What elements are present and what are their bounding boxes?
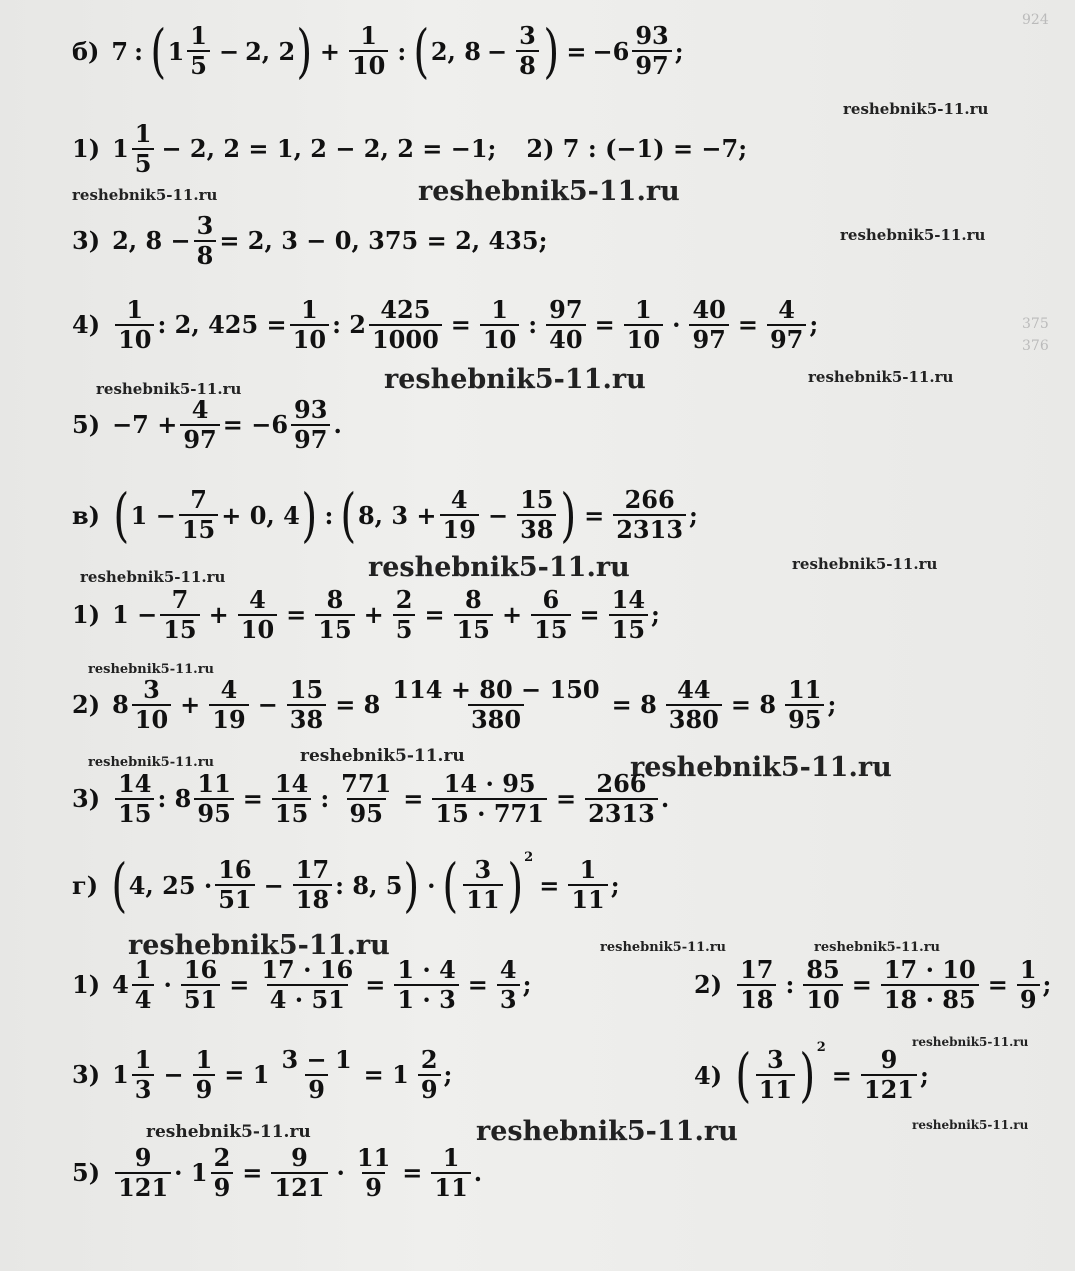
watermark: reshebnik5-11.ru: [808, 368, 954, 386]
equation-g: г) ( 4, 25 · $\frac{16}{51}$ − $\frac{17}{18}$ : 8, 5 ) · ( $\frac{3}{11}$ ) 2 = $\frac{1}{11}$ ;: [72, 850, 620, 919]
watermark: reshebnik5-11.ru: [814, 940, 941, 955]
watermark: reshebnik5-11.ru: [630, 752, 892, 783]
watermark: reshebnik5-11.ru: [476, 1116, 738, 1147]
watermark: reshebnik5-11.ru: [600, 940, 727, 955]
step-b-5: 5) −7 + $\frac{4}{97}$ = −6 $\frac{93}{97}$ .: [72, 395, 342, 454]
watermark: reshebnik5-11.ru: [792, 555, 938, 573]
watermark: reshebnik5-11.ru: [88, 662, 215, 677]
bleed-text: 376: [1022, 338, 1049, 354]
watermark: reshebnik5-11.ru: [80, 568, 226, 586]
watermark: reshebnik5-11.ru: [88, 755, 215, 770]
watermark: reshebnik5-11.ru: [418, 176, 680, 207]
watermark: reshebnik5-11.ru: [912, 1118, 1029, 1132]
bleed-text: 924: [1022, 12, 1049, 28]
watermark: reshebnik5-11.ru: [843, 100, 989, 118]
equation-b: б) 7 : ( 1 $\frac{1}{5}$ − 2, 2 ) + $\frac{1}{10}$ : ( 2, 8 − $\frac{3}{8}$ ) = −6 $\frac{93}{97}$ ;: [72, 17, 684, 85]
step-g-5: 5) $\frac{9}{121}$ · 1 $\frac{2}{9}$ = $\frac{9}{121}$ · $\frac{11}{9}$ = $\frac{1}{11}$ .: [72, 1143, 483, 1202]
watermark: reshebnik5-11.ru: [384, 364, 646, 395]
watermark: reshebnik5-11.ru: [368, 552, 630, 583]
step-b-1: 1) 1 $\frac{1}{5}$ − 2, 2 = 1, 2 − 2, 2 = −1; 2) 7 : (−1) = −7;: [72, 119, 748, 178]
step-v-2: 2) 8 $\frac{3}{10}$ + $\frac{4}{19}$ − $\frac{15}{38}$ = 8 $\frac{114 + 80 - 150}{380}$ = 8 $\frac{44}{380}$ = 8 $\frac{11}{95}$ ;: [72, 675, 837, 734]
step-b-4: 4) $\frac{1}{10}$ : 2, 425 = $\frac{1}{10}$ : 2 $\frac{425}{1000}$ = $\frac{1}{10}$ : $\frac{97}{40}$ = $\frac{1}{10}$ · $\frac{40}{97}$ = $\frac{4}{97}$ ;: [72, 295, 819, 354]
watermark: reshebnik5-11.ru: [128, 930, 390, 961]
step-v-3: 3) $\frac{14}{15}$ : 8 $\frac{11}{95}$ = $\frac{14}{15}$ : $\frac{771}{95}$ = $\frac{14 \cdot 95}{15 \cdot 771}$ = $\frac{266}{2313}$ .: [72, 769, 670, 828]
step-g-3: 3) 1 $\frac{1}{3}$ − $\frac{1}{9}$ = 1 $\frac{3 - 1}{9}$ = 1 $\frac{2}{9}$ ;: [72, 1045, 453, 1104]
step-g-2: 2) $\frac{17}{18}$ : $\frac{85}{10}$ = $\frac{17 \cdot 10}{18 \cdot 85}$ = $\frac{1}{9}$ ;: [694, 955, 1052, 1014]
step-b-3: 3) 2, 8 − $\frac{3}{8}$ = 2, 3 − 0, 375 = 2, 435;: [72, 211, 548, 270]
watermark: reshebnik5-11.ru: [912, 1035, 1029, 1049]
step-v-1: 1) 1 − $\frac{7}{15}$ + $\frac{4}{10}$ = $\frac{8}{15}$ + $\frac{2}{5}$ = $\frac{8}{15}$ + $\frac{6}{15}$ = $\frac{14}{15}$ ;: [72, 585, 660, 644]
step-g-4: 4) ( $\frac{3}{11}$ ) 2 = $\frac{9}{121}$ ;: [694, 1040, 929, 1109]
step-g-1: 1) 4 $\frac{1}{4}$ · $\frac{16}{51}$ = $\frac{17 \cdot 16}{4 \cdot 51}$ = $\frac{1 \cdot 4}{1 \cdot 3}$ = $\frac{4}{3}$ ;: [72, 955, 532, 1014]
watermark: reshebnik5-11.ru: [146, 1122, 311, 1142]
bleed-text: 375: [1022, 316, 1049, 332]
watermark: reshebnik5-11.ru: [300, 746, 465, 766]
watermark: reshebnik5-11.ru: [96, 380, 242, 398]
watermark: reshebnik5-11.ru: [72, 186, 218, 204]
watermark: reshebnik5-11.ru: [840, 226, 986, 244]
equation-v: в) ( 1 − $\frac{7}{15}$ + 0, 4 ) : ( 8, 3 + $\frac{4}{19}$ − $\frac{15}{38}$ ) = $\frac{266}{2313}$ ;: [72, 481, 698, 549]
